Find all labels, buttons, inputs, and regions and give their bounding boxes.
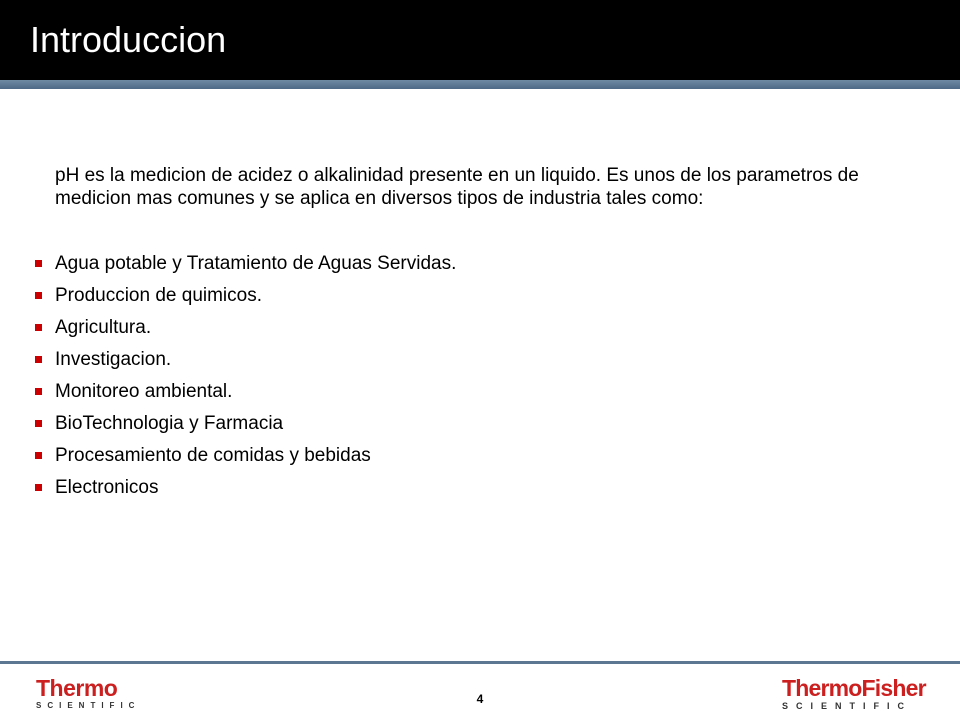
bullet-list (30, 252, 456, 508)
thermofisher-scientific-logo (782, 676, 942, 712)
list-item-text: Procesamiento de comidas y bebidas (55, 445, 371, 466)
logo-wordmark: Thermo (36, 675, 118, 701)
intro-paragraph: pH es la medicion de acidez o alkalinidad presente en un liquido. Es unos de los parametros de medicion mas comunes y se aplica en diversos tipos de industria tales como: (55, 165, 859, 209)
list-item-text: Agua potable y Tratamiento de Aguas Servidas. (55, 253, 457, 274)
square-bullet-icon (35, 292, 42, 299)
square-bullet-icon (35, 420, 42, 427)
list-item (30, 380, 456, 412)
header-divider (0, 80, 960, 89)
logo-subtitle: SCIENTIFIC (782, 701, 913, 711)
list-item-text: Electronicos (55, 477, 159, 498)
list-item (30, 476, 456, 508)
list-item-text: Monitoreo ambiental. (55, 381, 233, 402)
square-bullet-icon (35, 260, 42, 267)
logo-wordmark: ThermoFisher (782, 675, 926, 701)
square-bullet-icon (35, 356, 42, 363)
slide-title: Introduccion (30, 19, 227, 60)
logo-subtitle: SCIENTIFIC (36, 701, 141, 710)
list-item (30, 252, 456, 284)
thermo-scientific-logo (36, 676, 146, 712)
list-item (30, 348, 456, 380)
list-item (30, 444, 456, 476)
square-bullet-icon (35, 452, 42, 459)
list-item-text: Agricultura. (55, 317, 152, 338)
list-item (30, 412, 456, 444)
list-item-text: Produccion de quimicos. (55, 285, 262, 306)
list-item-text: Investigacion. (55, 349, 172, 370)
square-bullet-icon (35, 324, 42, 331)
page-number: 4 (476, 692, 484, 706)
square-bullet-icon (35, 484, 42, 491)
slide-header (0, 0, 960, 80)
footer-divider (0, 661, 960, 664)
list-item-text: BioTechnologia y Farmacia (55, 413, 284, 434)
list-item (30, 316, 456, 348)
square-bullet-icon (35, 388, 42, 395)
list-item (30, 284, 456, 316)
